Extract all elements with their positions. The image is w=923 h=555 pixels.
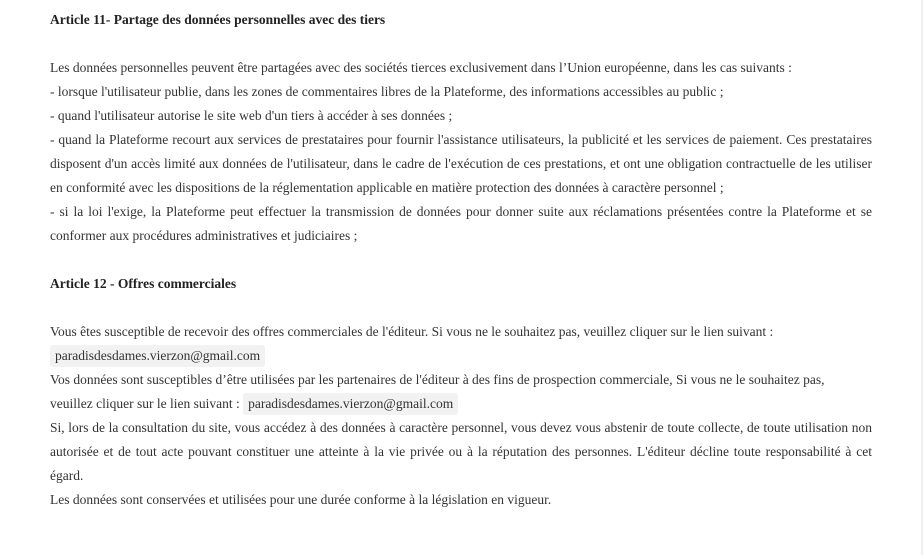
- article-11-item-3: - quand la Plateforme recourt aux services de prestataires pour fournir l'assistance utilisateurs, la publicité et les services de paiement. Ces prestataires disposent d'un accès limité aux données de l'utilisateur, dans le cadre de l'exécution de ces prestations, et ont une obligation contractuelle de les utiliser en conformité avec les dispositions de la réglementation applicable en matière protection des données à caractère personnel ;: [50, 132, 872, 195]
- email-link-offers[interactable]: paradisdesdames.vierzon@gmail.com: [50, 345, 265, 367]
- article-12-title: Article 12 - Offres commerciales: [50, 276, 237, 291]
- legal-content: [50, 0, 872, 512]
- email-link-row-1: [50, 344, 872, 368]
- article-11-item-1: - lorsque l'utilisateur publie, dans les zones de commentaires libres de la Plateforme, des informations accessibles au public ;: [50, 84, 724, 99]
- email-link-partners[interactable]: paradisdesdames.vierzon@gmail.com: [243, 393, 458, 415]
- article-11-intro: Les données personnelles peuvent être partagées avec des sociétés tierces exclusivement dans l’Union européenne, dans les cas suivants :: [50, 60, 792, 75]
- article-12-privacy-text: Si, lors de la consultation du site, vous accédez à des données à caractère personnel, vous devez vous abstenir de toute collecte, de toute utilisation non autorisée et de tout acte pouvant constituer une atteinte à la vie privée ou à la réputation des personnes. L'éditeur décline toute responsabilité à cet égard.: [50, 420, 872, 483]
- article-11-item-2: - quand l'utilisateur autorise le site web d'un tiers à accéder à ses données ;: [50, 108, 453, 123]
- article-11-item-4: - si la loi l'exige, la Plateforme peut effectuer la transmission de données pour donner suite aux réclamations présentées contre la Plateforme et se conformer aux procédures administratives et judiciaires ;: [50, 204, 872, 243]
- partners-text-line-2: veuillez cliquer sur le lien suivant :: [50, 396, 240, 411]
- article-12-offers-text: Vous êtes susceptible de recevoir des offres commerciales de l'éditeur. Si vous ne le souhaitez pas, veuillez cliquer sur le lien suivant :: [50, 324, 774, 339]
- partners-text-line-1: Vos données sont susceptibles d’être utilisées par les partenaires de l'éditeur à des fins de prospection commerciale, Si vous ne le souhaitez pas,: [50, 372, 825, 387]
- article-11-title: Article 11- Partage des données personnelles avec des tiers: [50, 12, 386, 27]
- article-12-retention-text: Les données sont conservées et utilisées pour une durée conforme à la législation en vigueur.: [50, 492, 552, 507]
- article-12-partners-text: [50, 368, 872, 416]
